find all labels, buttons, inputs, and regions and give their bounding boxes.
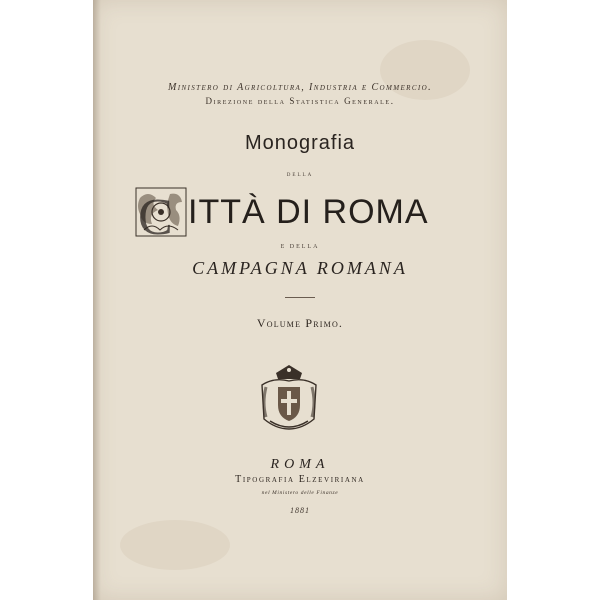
title-e-della: E DELLA	[280, 244, 320, 250]
title-citta-di-roma	[130, 184, 429, 240]
imprint-year: 1881	[290, 506, 310, 515]
title-campagna-romana: CAMPAGNA ROMANA	[192, 258, 408, 278]
initial-letter: C	[138, 189, 174, 240]
title-monografia: Monografia	[244, 132, 356, 154]
ministry-heading: Ministero di Agricoltura, Industria e Commercio.	[168, 82, 432, 93]
title-della: DELLA	[286, 173, 314, 178]
title-city-rest: ITTÀ DI ROMA	[188, 192, 429, 231]
divider-rule	[285, 297, 315, 298]
volume-label: Volume Primo.	[256, 316, 344, 330]
imprint-note: nel Ministero delle Finanze	[261, 490, 339, 496]
ornamental-initial-icon	[130, 184, 192, 240]
imprint-publisher: Tipografia Elzeviriana	[235, 474, 365, 485]
imprint-city: ROMA	[270, 457, 330, 472]
paper-stain	[120, 520, 230, 570]
direzione-heading: Direzione della Statistica Generale.	[205, 96, 395, 106]
royal-coat-of-arms-icon	[254, 363, 324, 433]
